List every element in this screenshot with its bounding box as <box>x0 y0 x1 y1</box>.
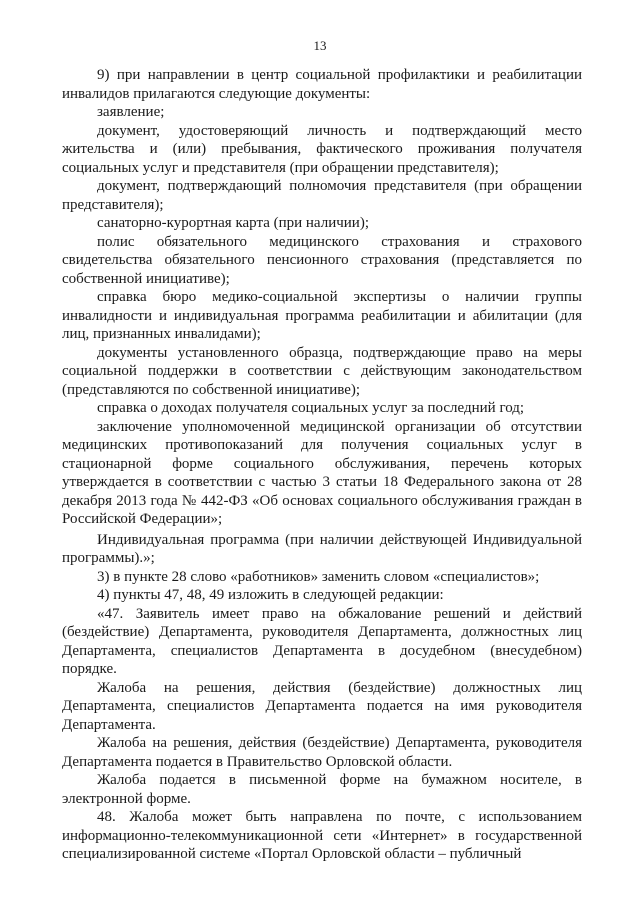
paragraph: документ, подтверждающий полномочия представителя (при обращении представителя); <box>62 178 582 213</box>
paragraph: 9) при направлении в центр социальной профилактики и реабилитации инвалидов прилагаются следующие документы: <box>62 67 582 102</box>
paragraph: полис обязательного медицинского страхования и страхового свидетельства обязательного пенсионного страхования (представляется по собственной инициативе); <box>62 233 582 287</box>
paragraph: Жалоба на решения, действия (бездействие) Департамента, руководителя Департамента подается в Правительство Орловской области. <box>62 735 582 770</box>
paragraph: заявление; <box>97 104 165 120</box>
paragraph: 4) пункты 47, 48, 49 изложить в следующей редакции: <box>97 587 444 603</box>
paragraph: 48. Жалоба может быть направлена по почте, с использованием информационно-телекоммуникационной сети «Интернет» в государственной специализированной системе «Портал Орловской области – публичный <box>62 809 582 862</box>
document-body <box>62 66 582 864</box>
paragraph: «47. Заявитель имеет право на обжалование решений и действий (бездействие) Департамента, руководителя Департамента, должностных лиц Департамента, специалистов Департамента в досудебном (внесудебном) порядке. <box>62 605 582 677</box>
paragraph: справка о доходах получателя социальных услуг за последний год; <box>97 400 525 416</box>
paragraph: санаторно-курортная карта (при наличии); <box>97 215 369 231</box>
page-number: 13 <box>313 38 327 53</box>
paragraph: 3) в пункте 28 слово «работников» заменить словом «специалистов»; <box>97 568 540 585</box>
paragraph: заключение уполномоченной медицинской организации об отсутствии медицинских противопоказаний для получения социальных услуг в стационарной форме социального обслуживания, перечень которых утверждается в соответствии с частью 3 статьи 18 Федерального закона от 28 декабря 2013 года № 442-ФЗ «Об основах социального обслуживания граждан в Российской Федерации»; <box>62 418 582 527</box>
paragraph: Жалоба на решения, действия (бездействие) должностных лиц Департамента, специалистов Департамента подается на имя руководителя Департамента. <box>62 679 582 733</box>
paragraph: документ, удостоверяющий личность и подтверждающий место жительства и (или) пребывания, фактического проживания получателя социальных услуг и представителя (при обращении представителя); <box>62 122 582 176</box>
paragraph: документы установленного образца, подтверждающие право на меры социальной поддержки в соответствии с действующим законодательством (представляются по собственной инициативе); <box>62 344 582 398</box>
paragraph: справка бюро медико-социальной экспертизы о наличии группы инвалидности и индивидуальная программа реабилитации и абилитации (для лиц, признанных инвалидами); <box>62 289 582 342</box>
paragraph: Жалоба подается в письменной форме на бумажном носителе, в электронной форме. <box>62 772 582 807</box>
paragraph: Индивидуальная программа (при наличии действующей Индивидуальной программы).»; <box>62 531 582 566</box>
